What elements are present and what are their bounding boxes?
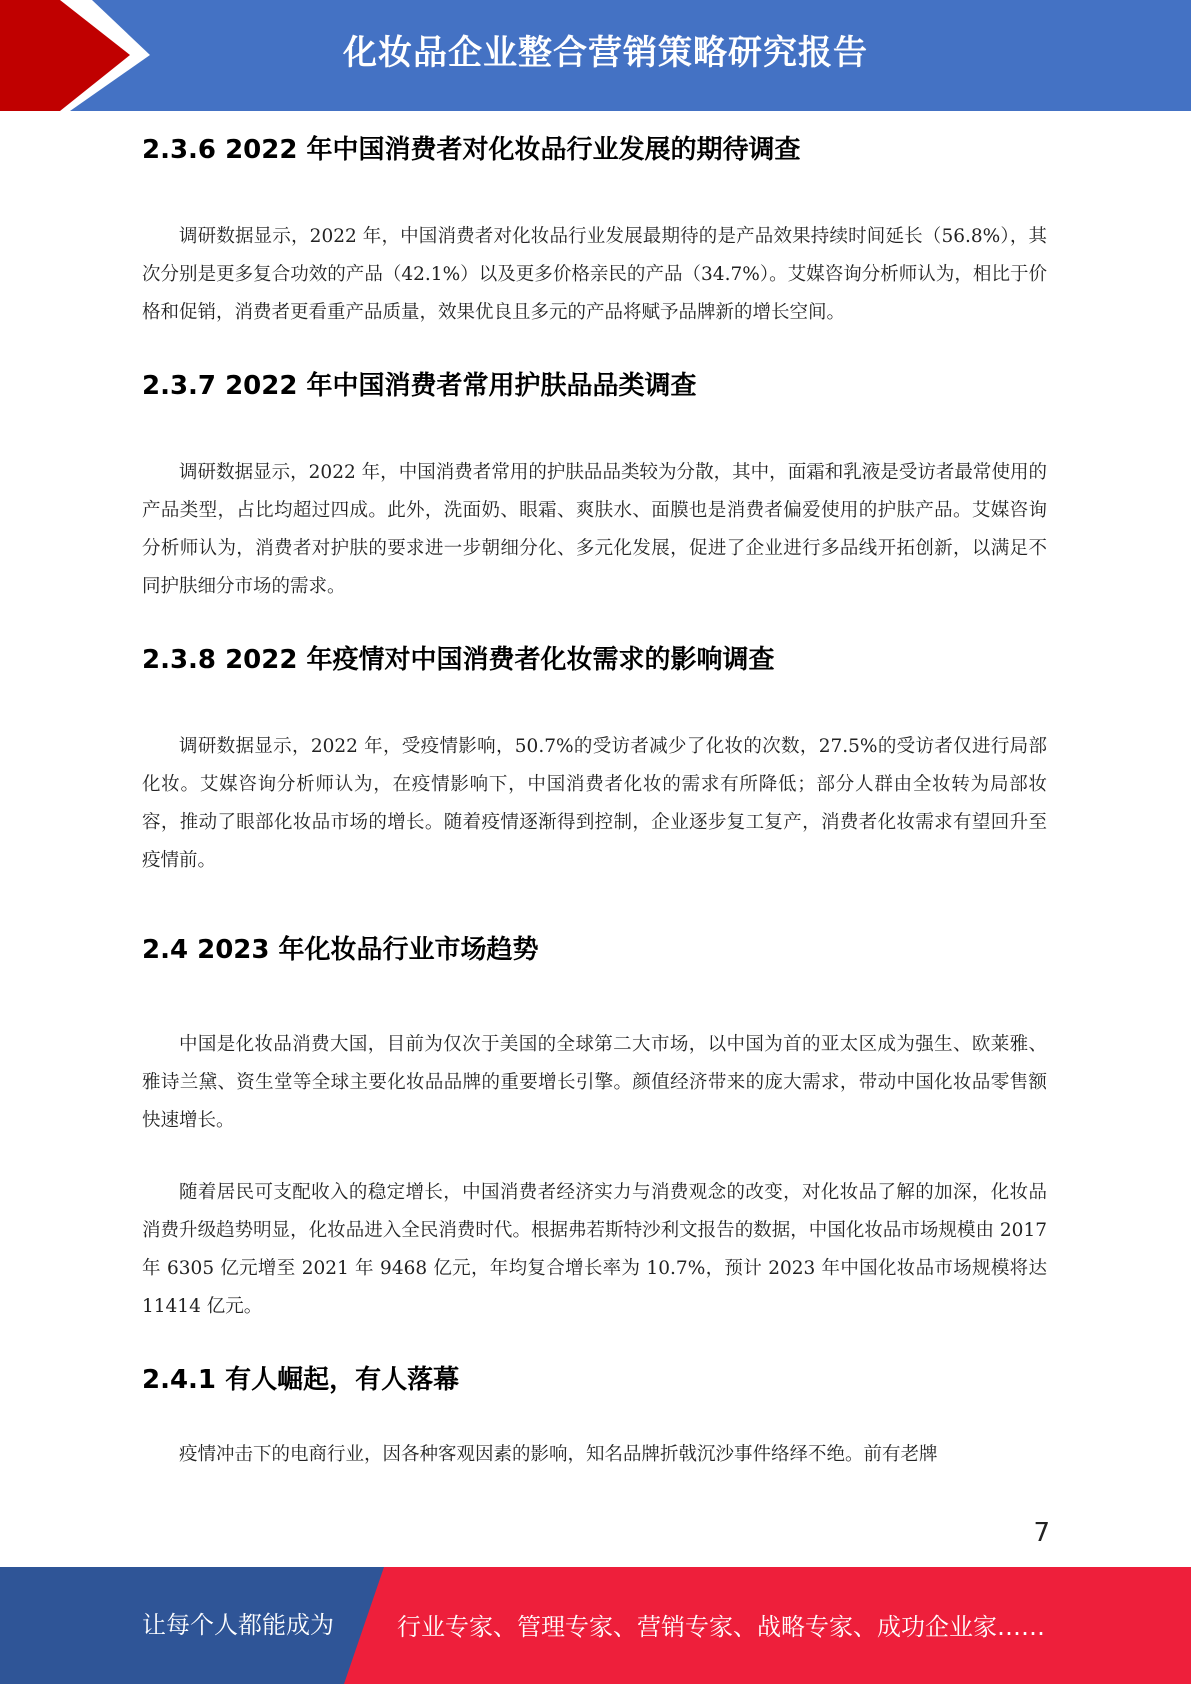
section-heading-2-4: 2.4 2023 年化妆品行业市场趋势 [142, 935, 539, 965]
document-title: 化妆品企业整合营销策略研究报告 [343, 33, 868, 73]
section-paragraph: 调研数据显示，2022 年，中国消费者常用的护肤品品类较为分散，其中，面霜和乳液是受访者最常使用的产品类型，占比均超过四成。此外，洗面奶、眼霜、爽肤水、面膜也是消费者偏爱使用的护肤产品。艾媒咨询分析师认为，消费者对护肤的要求进一步朝细分化、多元化发展，促进了企业进行多品线开拓创新，以满足不同护肤细分市场的需求。 [142, 462, 1047, 597]
section-paragraph: 疫情冲击下的电商行业，因各种客观因素的影响，知名品牌折戟沉沙事件络绎不绝。前有老牌 [179, 1444, 938, 1465]
page-footer [0, 1567, 1191, 1684]
footer-slogan-lead: 让每个人都能成为 [142, 1611, 334, 1639]
section-paragraph: 调研数据显示，2022 年，中国消费者对化妆品行业发展最期待的是产品效果持续时间延长（56.8%），其次分别是更多复合功效的产品（42.1%）以及更多价格亲民的产品（34.7%）。艾媒咨询分析师认为，相比于价格和促销，消费者更看重产品质量，效果优良且多元的产品将赋予品牌新的增长空间。 [142, 226, 1047, 323]
footer-slogan-roles: 行业专家、管理专家、营销专家、战略专家、成功企业家…… [397, 1613, 1045, 1641]
page-content [142, 122, 1047, 1474]
section-heading-2-4-1: 2.4.1 有人崛起，有人落幕 [142, 1365, 460, 1395]
section-paragraph: 中国是化妆品消费大国，目前为仅次于美国的全球第二大市场，以中国为首的亚太区成为强生、欧莱雅、雅诗兰黛、资生堂等全球主要化妆品品牌的重要增长引擎。颜值经济带来的庞大需求，带动中国化妆品零售额快速增长。 [142, 1034, 1047, 1131]
section-heading-2-3-8: 2.3.8 2022 年疫情对中国消费者化妆需求的影响调查 [142, 645, 775, 675]
section-paragraph: 随着居民可支配收入的稳定增长，中国消费者经济实力与消费观念的改变，对化妆品了解的加深，化妆品消费升级趋势明显，化妆品进入全民消费时代。根据弗若斯特沙利文报告的数据，中国化妆品市场规模由 2017 年 6305 亿元增至 2021 年 9468 亿元，年均复合增长率为 10.7%，预计 2023 年中国化妆品市场规模将达 11414 亿元。 [142, 1182, 1047, 1317]
page-number: 7 [1033, 1518, 1050, 1548]
section-heading-2-3-6: 2.3.6 2022 年中国消费者对化妆品行业发展的期待调查 [142, 135, 801, 165]
page-header [0, 0, 1191, 111]
section-paragraph: 调研数据显示，2022 年，受疫情影响，50.7%的受访者减少了化妆的次数，27.5%的受访者仅进行局部化妆。艾媒咨询分析师认为，在疫情影响下，中国消费者化妆的需求有所降低；部分人群由全妆转为局部妆容，推动了眼部化妆品市场的增长。随着疫情逐渐得到控制，企业逐步复工复产，消费者化妆需求有望回升至疫情前。 [142, 736, 1047, 871]
section-heading-2-3-7: 2.3.7 2022 年中国消费者常用护肤品品类调查 [142, 371, 697, 401]
